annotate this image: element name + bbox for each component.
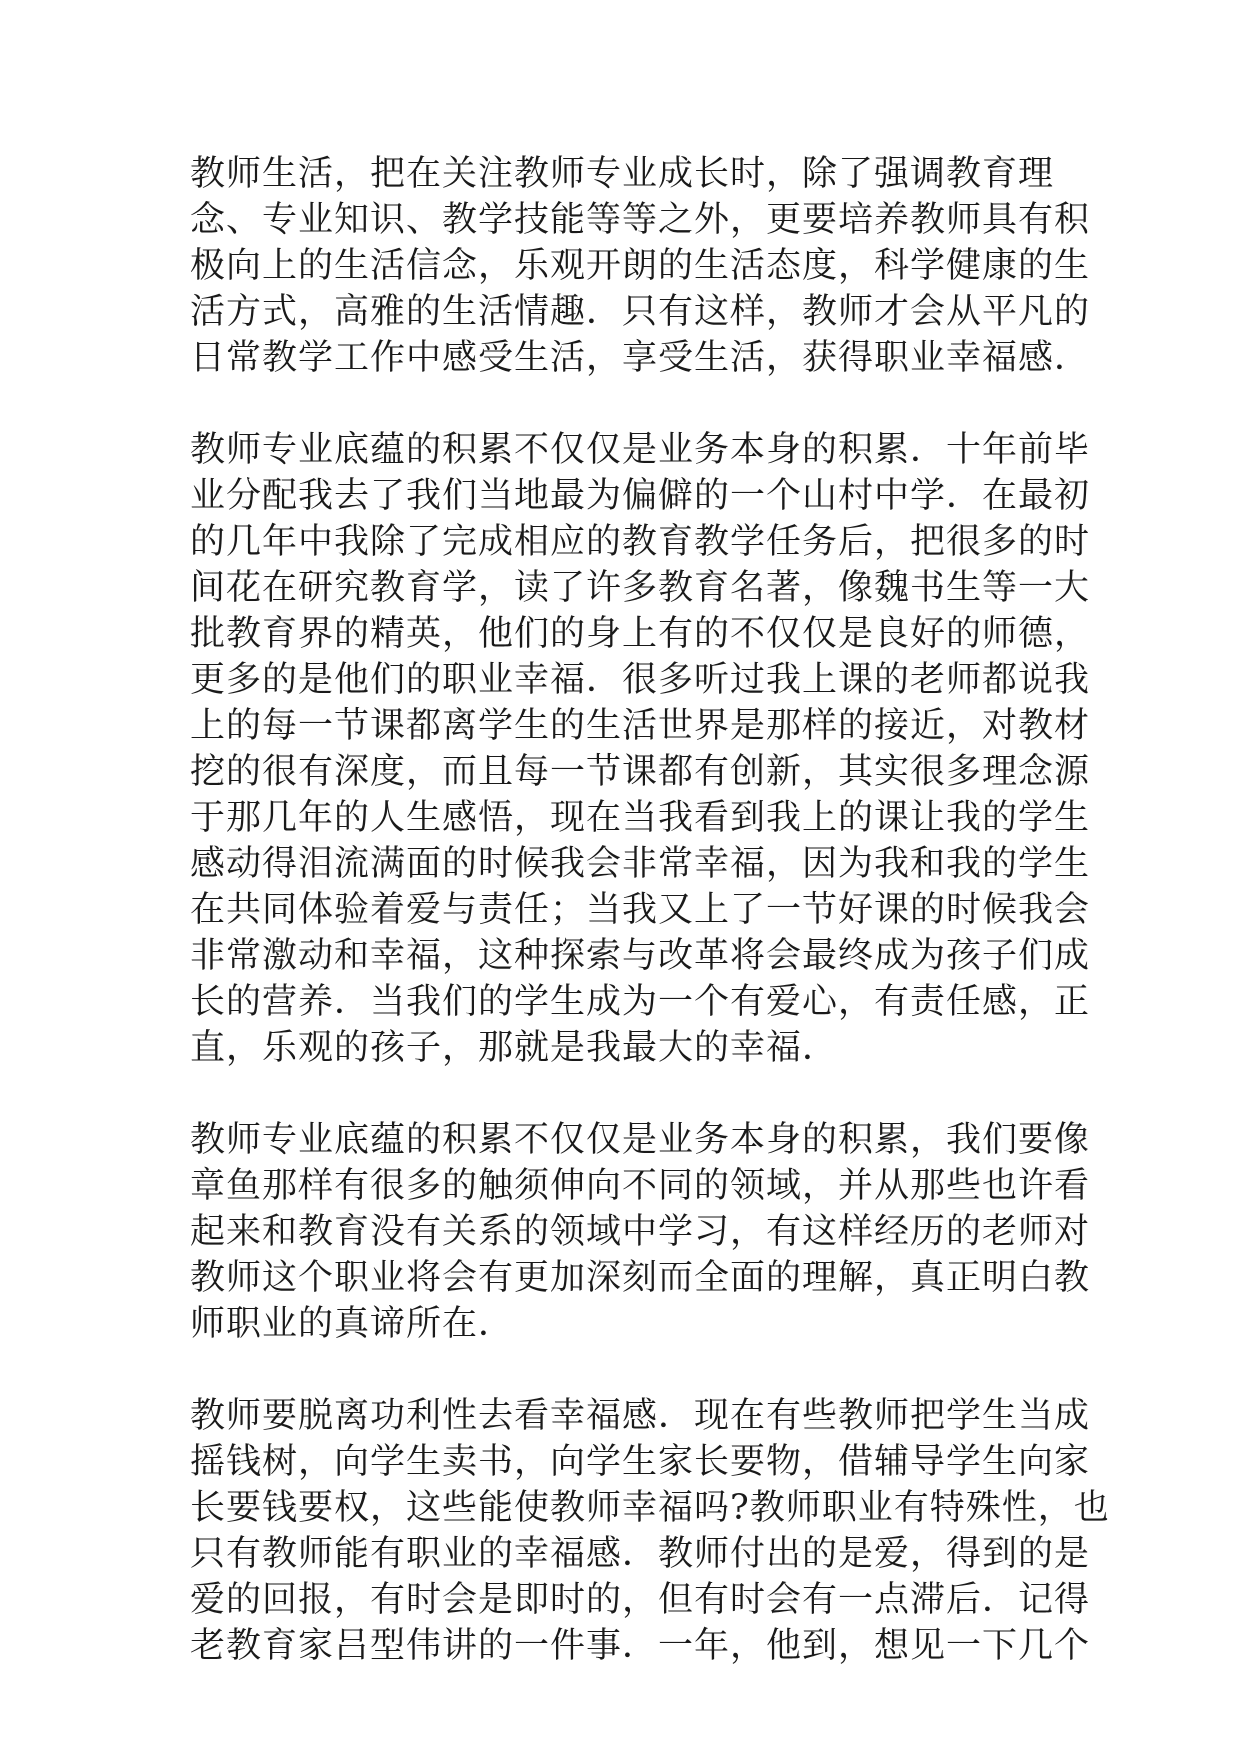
document-body (190, 151, 1110, 1715)
text-line: 爱的回报，有时会是即时的，但有时会有一点滞后．记得 (190, 1580, 1091, 1620)
text-line: 的几年中我除了完成相应的教育教学任务后，把很多的时 (190, 522, 1091, 562)
text-line: 日常教学工作中感受生活，享受生活，获得职业幸福感． (190, 338, 1091, 378)
text-line: 只有教师能有职业的幸福感．教师付出的是爱，得到的是 (190, 1534, 1091, 1574)
text-line: 挖的很有深度，而且每一节课都有创新，其实很多理念源 (190, 752, 1091, 792)
paragraph-3 (190, 1117, 1091, 1347)
paragraph-2 (190, 427, 1091, 1071)
text-line: 教师专业底蕴的积累不仅仅是业务本身的积累，我们要像 (190, 1120, 1091, 1160)
text-line: 极向上的生活信念，乐观开朗的生活态度，科学健康的生 (190, 246, 1091, 286)
text-line: 起来和教育没有关系的领域中学习，有这样经历的老师对 (190, 1212, 1091, 1252)
text-line: 教师这个职业将会有更加深刻而全面的理解，真正明白教 (190, 1258, 1091, 1298)
text-line: 业分配我去了我们当地最为偏僻的一个山村中学．在最初 (190, 476, 1091, 516)
text-line: 教师专业底蕴的积累不仅仅是业务本身的积累．十年前毕 (190, 430, 1091, 470)
text-line: 感动得泪流满面的时候我会非常幸福，因为我和我的学生 (190, 844, 1091, 884)
text-line: 于那几年的人生感悟，现在当我看到我上的课让我的学生 (190, 798, 1091, 838)
text-line: 间花在研究教育学，读了许多教育名著，像魏书生等一大 (190, 568, 1091, 608)
text-line: 长的营养．当我们的学生成为一个有爱心，有责任感，正 (190, 982, 1091, 1022)
text-line: 长要钱要权，这些能使教师幸福吗?教师职业有特殊性，也 (190, 1488, 1110, 1528)
text-line: 教师生活，把在关注教师专业成长时，除了强调教育理 (190, 154, 1055, 194)
text-line: 师职业的真谛所在． (190, 1304, 515, 1344)
text-line: 批教育界的精英，他们的身上有的不仅仅是良好的师德， (190, 614, 1091, 654)
paragraph-4 (190, 1393, 1110, 1669)
text-line: 章鱼那样有很多的触须伸向不同的领域，并从那些也许看 (190, 1166, 1091, 1206)
text-line: 活方式，高雅的生活情趣．只有这样，教师才会从平凡的 (190, 292, 1091, 332)
text-line: 念、专业知识、教学技能等等之外，更要培养教师具有积 (190, 200, 1091, 240)
text-line: 摇钱树，向学生卖书，向学生家长要物，借辅导学生向家 (190, 1442, 1091, 1482)
text-line: 老教育家吕型伟讲的一件事．一年，他到，想见一下几个 (190, 1626, 1091, 1666)
text-line: 上的每一节课都离学生的生活世界是那样的接近，对教材 (190, 706, 1091, 746)
text-line: 非常激动和幸福，这种探索与改革将会最终成为孩子们成 (190, 936, 1091, 976)
text-line: 教师要脱离功利性去看幸福感．现在有些教师把学生当成 (190, 1396, 1091, 1436)
text-line: 在共同体验着爱与责任；当我又上了一节好课的时候我会 (190, 890, 1091, 930)
text-line: 更多的是他们的职业幸福．很多听过我上课的老师都说我 (190, 660, 1091, 700)
paragraph-1 (190, 151, 1091, 381)
text-line: 直，乐观的孩子，那就是我最大的幸福． (190, 1028, 839, 1068)
